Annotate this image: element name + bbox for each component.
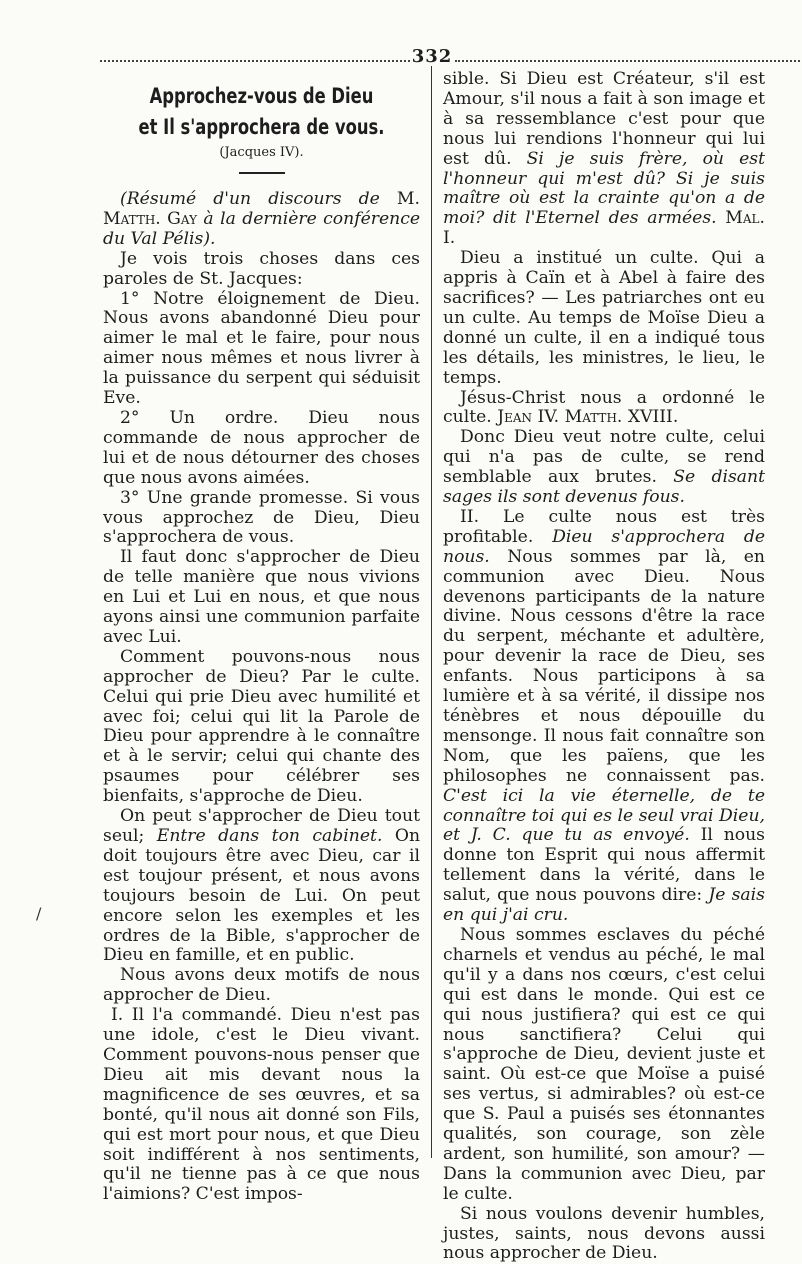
paragraph: Nous sommes esclaves du péché charnels et vendus au péché, le mal qu'il y a dans nos cœurs, c'est celui qui est dans le monde. Qui est ce qui nous justifiera? qui est ce qui nous sanctifiera? Celui qui s'approche de Dieu, devient juste et saint. Où est-ce que Moïse a puisé ses vertus, si admirables? où est-ce que S. Paul a puisés ses étonnantes qualités, son courage, son zèle ardent, son humilité, son amour? — Dans la communion avec Dieu, par le culte. xyxy=(443,924,765,1204)
title-separator xyxy=(239,172,285,174)
paragraph xyxy=(443,70,765,249)
paragraph xyxy=(443,428,765,508)
text-run: Donc Dieu veut notre culte, celui qui n'a pas de culte, se rend semblable aux brutes. xyxy=(443,427,765,488)
italic-quote: Dieu s'approchera de nous. xyxy=(443,526,765,567)
article-title-line-1: Approchez-vous de Dieu xyxy=(149,84,374,108)
italic-quote: Je sais en qui j'ai cru. xyxy=(443,885,765,926)
scripture-reference: (Jacques IV). xyxy=(219,145,304,160)
intro-note-a: (Résumé d'un discours de xyxy=(120,189,380,209)
paragraph: 2° Un ordre. Dieu nous commande de nous approcher de lui et de nous détourner des choses que nous avons aimées. xyxy=(103,407,420,488)
text-run: On doit toujours être avec Dieu, car il est toujour présent, et nous avons toujours besoin de Lui. On peut encore selon les exemples et les ordres de la Bible, s'approcher de Dieu en famille, et en public. xyxy=(103,826,421,966)
page-number: 332 xyxy=(411,46,453,67)
left-column xyxy=(103,70,420,1205)
italic-quote: Entre dans ton cabinet. xyxy=(156,826,383,846)
column-divider xyxy=(431,66,432,1158)
text-run: Nous sommes par là, en communion avec Dieu. Nous devenons participants de la nature divine. Nous cessons d'être la race du serpent, méchante et adultère, pour devenir la race de Dieu, ses enfants. Nous participons à sa lumière et à sa vérité, il dissipe nos ténèbres et nous dépouille du mensonge. Il nous fait connaître son Nom, que les païens, que les philosophes ne connaissent pas. xyxy=(443,546,765,786)
intro-note xyxy=(103,190,420,250)
italic-quote: Se disant sages ils sont devenus fous. xyxy=(443,467,765,508)
paragraph: Si nous voulons devenir humbles, justes, saints, nous devons aussi nous approcher de Dieu. xyxy=(443,1203,765,1264)
paragraph: Dieu a institué un culte. Qui a appris à Caïn et à Abel à faire des sacrifices? — Les patriarches ont eu un culte. Au temps de Moïse Dieu a donné un culte, il en a indiqué tous les détails, les ministres, le lieu, le temps. xyxy=(443,248,765,388)
italic-quote: C'est ici la vie éternelle, de te connaître toi qui es le seul vrai Dieu, et J. C. que tu as envoyé. xyxy=(443,785,765,846)
right-column xyxy=(443,70,765,1264)
paragraph xyxy=(443,508,765,926)
article-title-line-2: et Il s'approchera de vous. xyxy=(138,115,385,139)
paragraph xyxy=(443,389,765,429)
paragraph: Il faut donc s'approcher de Dieu de telle manière que nous vivions en Lui et Lui en nous, et que nous ayons ainsi une communion parfaite avec Lui. xyxy=(103,547,420,647)
paragraph: Nous avons deux motifs de nous approcher de Dieu. xyxy=(103,965,420,1006)
paragraph: 1° Notre éloignement de Dieu. Nous avons abandonné Dieu pour aimer le mal et le faire, pour nous aimer nous mêmes et nous livrer à la puissance du serpent qui séduisit Eve. xyxy=(103,288,420,409)
italic-quote: Si je suis frère, où est l'honneur qui m'est dû? Si je suis maître où est la crainte qu'on a de moi? dit l'Eternel des armées. xyxy=(443,148,765,229)
text-run: On peut s'approcher de Dieu tout seul; xyxy=(103,806,420,846)
paragraph xyxy=(103,807,420,966)
intro-note-c: à la dernière conférence du Val Pélis). xyxy=(103,208,420,249)
paragraph: Je vois trois choses dans ces paroles de St. Jacques: xyxy=(103,248,420,289)
paragraph: I. Il l'a commandé. Dieu n'est pas une idole, c'est le Dieu vivant. Comment pouvons-nous penser que Dieu ait mis devant nous la magnificence de ses œuvres, et sa bonté, qu'il nous ait donné son Fils, qui est mort pour nous, et que Dieu soit indifférent à nos sentiments, qu'il ne tienne pas à ce que nous l'aimions? C'est impos- xyxy=(103,1005,420,1205)
text-run: Jésus-Christ nous a ordonné le culte. xyxy=(443,387,765,428)
header-dotted-rule-left xyxy=(100,60,410,62)
scripture-citation: Mal. I. xyxy=(443,208,765,249)
stray-ink-mark: / xyxy=(36,904,42,923)
text-run: sible. Si Dieu est Créateur, s'il est Amour, s'il nous a fait à son image et à sa ressemblance c'est pour que nous lui rendions l'honneur qui lui est dû. xyxy=(443,69,765,169)
text-run: II. Le culte nous est très profitable. xyxy=(443,506,765,547)
intro-note-author: M. Matth. Gay xyxy=(103,189,420,229)
paragraph: 3° Une grande promesse. Si vous vous approchez de Dieu, Dieu s'approchera de vous. xyxy=(103,487,420,548)
paragraph: Comment pouvons-nous nous approcher de Dieu? Par le culte. Celui qui prie Dieu avec humilité et avec foi; celui qui lit la Parole de Dieu pour apprendre à le connaître et à le servir; celui qui chante des psaumes pour célébrer ses bienfaits, s'approche de Dieu. xyxy=(103,646,420,807)
text-run: Il nous donne ton Esprit qui nous affermit tellement dans la vérité, dans le salut, que nous pouvons dire: xyxy=(443,825,765,906)
scripture-citation: Jean IV. Matth. XVIII. xyxy=(491,407,679,428)
header-dotted-rule-right xyxy=(455,60,800,62)
